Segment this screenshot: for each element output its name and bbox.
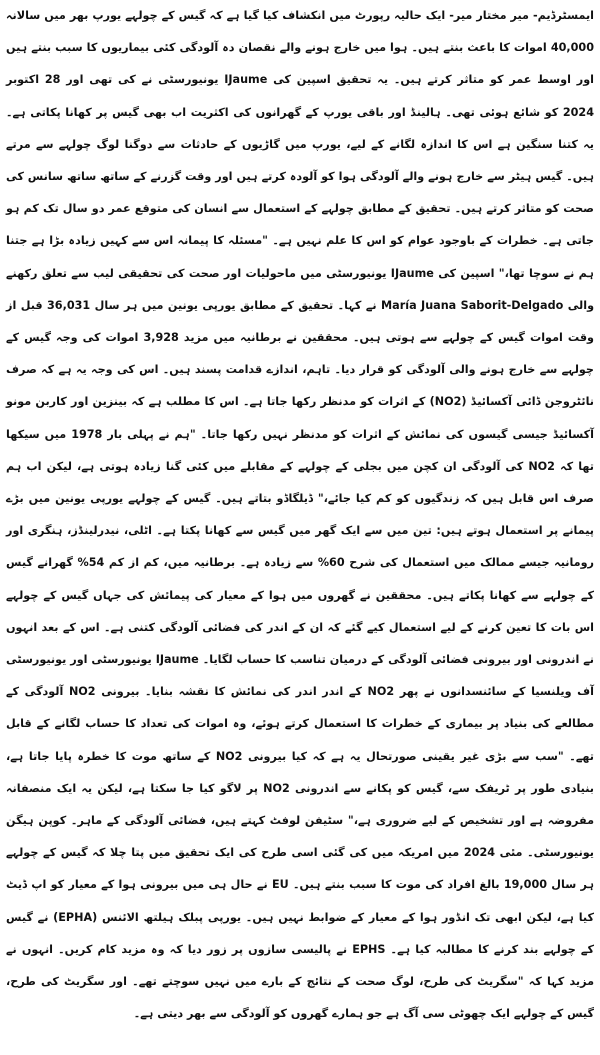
article-body: ایمسٹرڈیم- میر مختار میر- ایک حالیہ رپورٹ میں انکشاف کیا گیا ہے کہ گیس کے چولہے یورپ بھر میں سالانہ 40,000 اموات کا باعث بنتے ہیں۔ ہوا میں خارج ہونے والے نقصان دہ آلودگی کئی بیماریوں کا سبب بنتے ہیں اور اوسط عمر کو متاثر کرتے ہیں۔ یہ تحقیق اسپین کی IJaume یونیورسٹی نے کی تھی اور 28 اکتوبر 2024 کو شائع ہوئی تھی۔ ہالینڈ اور باقی یورپ کے گھرانوں کی اکثریت اب بھی گیس پر کھانا پکاتی ہے۔ یہ کتنا سنگین ہے اس کا اندازہ لگانے کے لیے، یورپ میں گاڑیوں کے حادثات سے دوگنا لوگ چولہے سے مرتے ہیں۔ گیس ہیٹر سے خارج ہونے والے آلودگی ہوا کو آلودہ کرتے ہیں اور وقت گزرنے کے ساتھ ساتھ سانس کی صحت کو متاثر کرتے ہیں۔ تحقیق کے مطابق چولہے کے استعمال سے انسان کی متوقع عمر دو سال تک کم ہو جاتی ہے۔ خطرات کے باوجود عوام کو اس کا علم نہیں ہے۔ "مسئلہ کا پیمانہ اس سے کہیں زیادہ بڑا ہے جتنا ہم نے سوچا تھا،" اسپین کی IJaume یونیورسٹی میں ماحولیات اور صحت کی تحقیقی لیب سے تعلق رکھنے والی María Juana Saborit-Delgado نے کہا۔ تحقیق کے مطابق یورپی یونین میں ہر سال 36,031 قبل از وقت اموات گیس کے چولہے سے ہوتی ہیں۔ محققین نے برطانیہ میں مزید 3,928 اموات کی وجہ گیس کے چولہے سے خارج ہونے والی آلودگی کو قرار دیا۔ تاہم، اندازے قدامت پسند ہیں۔ اس کی وجہ یہ ہے کہ صرف نائٹروجن ڈائی آکسائیڈ (NO2) کے اثرات کو مدنظر رکھا جاتا ہے۔ اس کا مطلب ہے کہ بینزین اور کاربن مونو آکسائیڈ جیسی گیسوں کی نمائش کے اثرات کو مدنظر نہیں رکھا جاتا۔ "ہم نے پہلی بار 1978 میں سیکھا تھا کہ NO2 کی آلودگی ان کچن میں بجلی کے چولہے کے مقابلے میں کئی گنا زیادہ ہوتی ہے، لیکن اب ہم صرف اس قابل ہیں کہ زندگیوں کو کم کیا جائے،" ڈیلگاڈو بتاتے ہیں۔ گیس کے چولہے یورپی یونین میں بڑے پیمانے پر استعمال ہوتے ہیں: تین میں سے ایک گھر میں گیس سے کھانا پکتا ہے۔ اٹلی، نیدرلینڈز، ہنگری اور رومانیہ جیسے ممالک میں استعمال کی شرح 60% سے زیادہ ہے۔ برطانیہ میں، کم از کم 54% گھرانے گیس کے چولہے سے کھانا پکاتے ہیں۔ محققین نے گھروں میں ہوا کے معیار کی پیمائش کی جہاں گیس کے چولہے اس بات کا تعین کرنے کے لیے استعمال کیے گئے کہ ان کے اندر کی فضائی آلودگی کتنی ہے۔ اس کے بعد انہوں نے اندرونی اور بیرونی فضائی آلودگی کے درمیان تناسب کا حساب لگایا۔ IJaume یونیورسٹی اور یونیورسٹی آف ویلنسیا کے سائنسدانوں نے پھر NO2 کے اندر اندر کی نمائش کا نقشہ بنایا۔ بیرونی NO2 آلودگی کے مطالعے کی بنیاد پر بیماری کے خطرات کا استعمال کرتے ہوئے، وہ اموات کی تعداد کا حساب لگانے کے قابل تھے۔ "سب سے بڑی غیر یقینی صورتحال یہ ہے کہ کیا بیرونی NO2 کے ساتھ موت کا خطرہ پایا جاتا ہے، بنیادی طور پر ٹریفک سے، گیس کو پکانے سے اندرونی NO2 پر لاگو کیا جا سکتا ہے، لیکن یہ ایک منصفانہ مفروضہ ہے اور تشخیص کے لیے ضروری ہے،" سٹیفن لوفٹ کہتے ہیں، فضائی آلودگی کے ماہر۔ کوپن ہیگن یونیورسٹی۔ مئی 2024 میں امریکہ میں کی گئی اسی طرح کی ایک تحقیق میں پتا چلا کہ گیس کے چولہے ہر سال 19,000 بالغ افراد کی موت کا سبب بنتے ہیں۔ EU نے حال ہی میں بیرونی ہوا کے معیار کو اپ ڈیٹ کیا ہے، لیکن ابھی تک انڈور ہوا کے معیار کے ضوابط نہیں ہیں۔ یورپی پبلک ہیلتھ الائنس (EPHA) نے گیس کے چولہے بند کرنے کا مطالبہ کیا ہے۔ EPHS نے پالیسی سازوں پر زور دیا کہ وہ مزید کام کریں۔ انہوں نے مزید کہا کہ "سگریٹ کی طرح، لوگ صحت کے نتائج کے بارے میں نہیں سوچتے تھے۔ اور سگریٹ کی طرح، گیس کے چولہے ایک چھوٹی سی آگ ہے جو ہمارے گھروں کو آلودگی سے بھر دیتی ہے۔ — [6, 9, 595, 1021]
